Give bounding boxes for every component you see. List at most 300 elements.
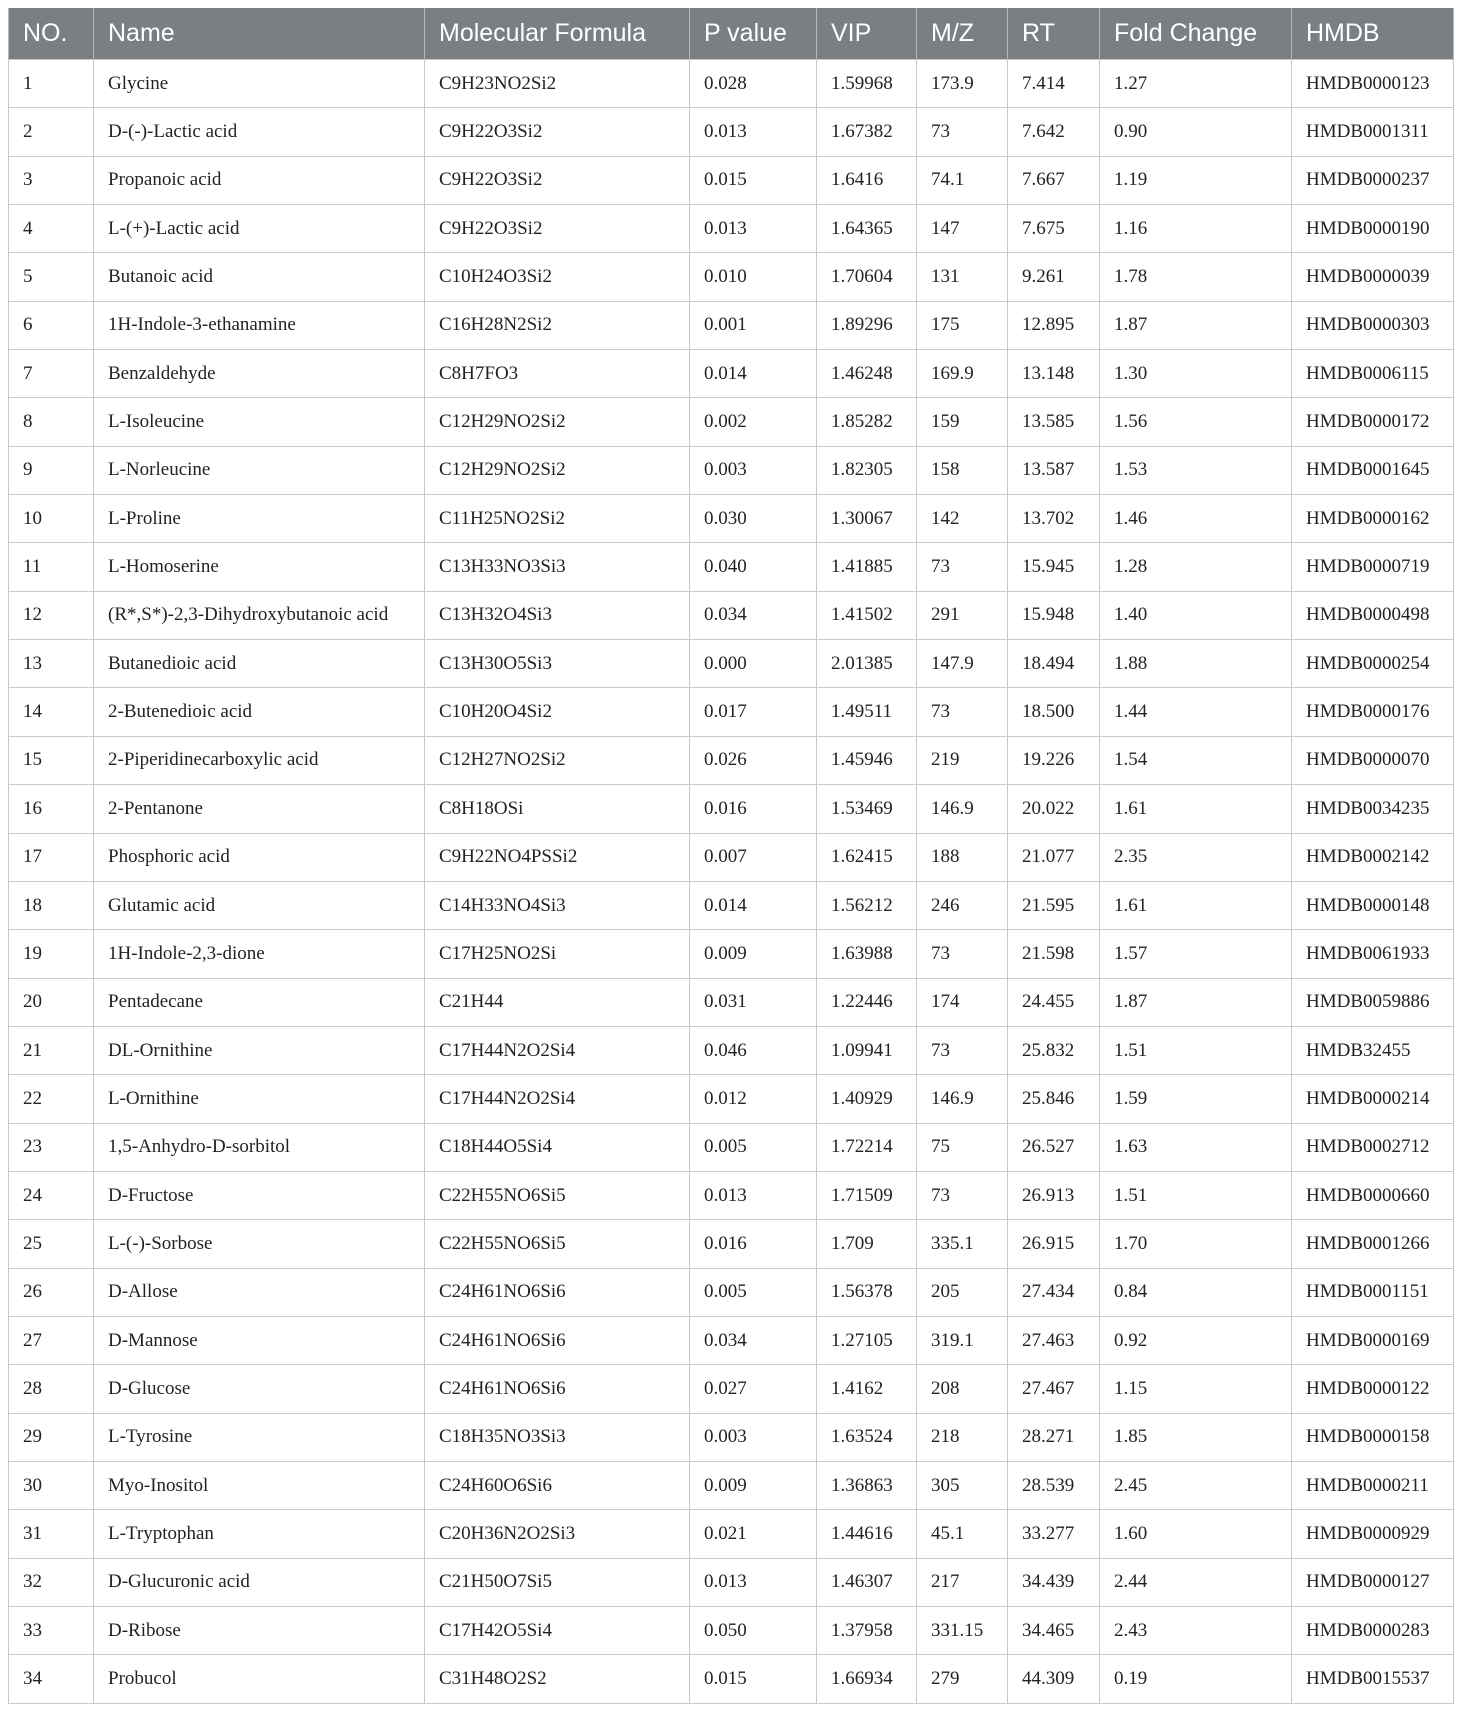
column-header-mz: M/Z	[917, 8, 1008, 60]
table-row	[9, 108, 1454, 156]
cell-name: D-Glucose	[94, 1365, 425, 1413]
cell-vip: 1.82305	[817, 446, 917, 494]
cell-name: Benzaldehyde	[94, 350, 425, 398]
cell-molecular-formula: C9H22O3Si2	[425, 205, 690, 253]
column-header-fold-change: Fold Change	[1100, 8, 1292, 60]
table-body	[9, 60, 1454, 1704]
cell-fold-change: 1.60	[1100, 1510, 1292, 1558]
cell-mz: 173.9	[917, 60, 1008, 108]
cell-mz: 205	[917, 1268, 1008, 1316]
cell-hmdb: HMDB0000211	[1292, 1461, 1454, 1509]
table-row	[9, 1510, 1454, 1558]
cell-fold-change: 0.92	[1100, 1316, 1292, 1364]
cell-name: L-Homoserine	[94, 543, 425, 591]
cell-mz: 331.15	[917, 1607, 1008, 1655]
cell-vip: 1.72214	[817, 1123, 917, 1171]
cell-molecular-formula: C21H50O7Si5	[425, 1558, 690, 1606]
cell-mz: 218	[917, 1413, 1008, 1461]
cell-no: 2	[9, 108, 94, 156]
table-row	[9, 591, 1454, 639]
cell-mz: 73	[917, 1026, 1008, 1074]
cell-p-value: 0.013	[690, 205, 817, 253]
cell-name: D-(-)-Lactic acid	[94, 108, 425, 156]
cell-rt: 7.414	[1008, 60, 1100, 108]
cell-mz: 147	[917, 205, 1008, 253]
cell-fold-change: 1.28	[1100, 543, 1292, 591]
cell-p-value: 0.014	[690, 350, 817, 398]
table-row	[9, 1461, 1454, 1509]
cell-molecular-formula: C9H22O3Si2	[425, 156, 690, 204]
cell-no: 7	[9, 350, 94, 398]
cell-hmdb: HMDB0015537	[1292, 1655, 1454, 1703]
cell-p-value: 0.014	[690, 881, 817, 929]
cell-fold-change: 0.84	[1100, 1268, 1292, 1316]
cell-rt: 19.226	[1008, 736, 1100, 784]
cell-rt: 18.500	[1008, 688, 1100, 736]
cell-fold-change: 2.43	[1100, 1607, 1292, 1655]
cell-p-value: 0.031	[690, 978, 817, 1026]
cell-fold-change: 1.53	[1100, 446, 1292, 494]
cell-rt: 21.598	[1008, 930, 1100, 978]
cell-fold-change: 1.59	[1100, 1075, 1292, 1123]
cell-p-value: 0.050	[690, 1607, 817, 1655]
cell-fold-change: 1.87	[1100, 978, 1292, 1026]
cell-fold-change: 1.88	[1100, 640, 1292, 688]
table-row	[9, 398, 1454, 446]
cell-hmdb: HMDB0000214	[1292, 1075, 1454, 1123]
cell-name: D-Glucuronic acid	[94, 1558, 425, 1606]
cell-name: L-(+)-Lactic acid	[94, 205, 425, 253]
cell-name: 1H-Indole-3-ethanamine	[94, 301, 425, 349]
cell-name: D-Ribose	[94, 1607, 425, 1655]
table-row	[9, 1123, 1454, 1171]
cell-rt: 44.309	[1008, 1655, 1100, 1703]
cell-hmdb: HMDB0061933	[1292, 930, 1454, 978]
cell-p-value: 0.034	[690, 591, 817, 639]
table-row	[9, 640, 1454, 688]
cell-no: 24	[9, 1171, 94, 1219]
cell-fold-change: 2.35	[1100, 833, 1292, 881]
table-row	[9, 833, 1454, 881]
cell-vip: 1.63988	[817, 930, 917, 978]
cell-hmdb: HMDB0000283	[1292, 1607, 1454, 1655]
cell-hmdb: HMDB0000929	[1292, 1510, 1454, 1558]
cell-mz: 174	[917, 978, 1008, 1026]
cell-hmdb: HMDB0001311	[1292, 108, 1454, 156]
cell-no: 16	[9, 785, 94, 833]
cell-rt: 27.463	[1008, 1316, 1100, 1364]
cell-fold-change: 1.44	[1100, 688, 1292, 736]
cell-rt: 7.642	[1008, 108, 1100, 156]
cell-rt: 21.077	[1008, 833, 1100, 881]
cell-molecular-formula: C12H27NO2Si2	[425, 736, 690, 784]
table-row	[9, 253, 1454, 301]
cell-name: Glycine	[94, 60, 425, 108]
cell-fold-change: 1.78	[1100, 253, 1292, 301]
cell-rt: 9.261	[1008, 253, 1100, 301]
cell-p-value: 0.016	[690, 785, 817, 833]
cell-molecular-formula: C13H30O5Si3	[425, 640, 690, 688]
cell-fold-change: 1.15	[1100, 1365, 1292, 1413]
cell-hmdb: HMDB0001151	[1292, 1268, 1454, 1316]
header-row	[9, 8, 1454, 60]
cell-name: Butanoic acid	[94, 253, 425, 301]
cell-fold-change: 1.54	[1100, 736, 1292, 784]
cell-name: (R*,S*)-2,3-Dihydroxybutanoic acid	[94, 591, 425, 639]
cell-rt: 13.148	[1008, 350, 1100, 398]
cell-p-value: 0.009	[690, 930, 817, 978]
cell-rt: 28.539	[1008, 1461, 1100, 1509]
cell-mz: 45.1	[917, 1510, 1008, 1558]
metabolite-table	[8, 8, 1454, 1704]
cell-vip: 1.64365	[817, 205, 917, 253]
cell-molecular-formula: C24H60O6Si6	[425, 1461, 690, 1509]
cell-name: 2-Butenedioic acid	[94, 688, 425, 736]
cell-mz: 146.9	[917, 785, 1008, 833]
cell-mz: 159	[917, 398, 1008, 446]
cell-name: D-Mannose	[94, 1316, 425, 1364]
cell-molecular-formula: C8H18OSi	[425, 785, 690, 833]
cell-fold-change: 1.61	[1100, 881, 1292, 929]
cell-name: Pentadecane	[94, 978, 425, 1026]
cell-vip: 1.59968	[817, 60, 917, 108]
cell-rt: 26.913	[1008, 1171, 1100, 1219]
cell-p-value: 0.034	[690, 1316, 817, 1364]
cell-no: 30	[9, 1461, 94, 1509]
cell-fold-change: 1.70	[1100, 1220, 1292, 1268]
cell-rt: 26.527	[1008, 1123, 1100, 1171]
table-row	[9, 688, 1454, 736]
cell-rt: 25.846	[1008, 1075, 1100, 1123]
cell-vip: 1.4162	[817, 1365, 917, 1413]
cell-rt: 24.455	[1008, 978, 1100, 1026]
cell-vip: 1.67382	[817, 108, 917, 156]
cell-name: D-Allose	[94, 1268, 425, 1316]
cell-no: 11	[9, 543, 94, 591]
cell-fold-change: 1.85	[1100, 1413, 1292, 1461]
cell-name: 1H-Indole-2,3-dione	[94, 930, 425, 978]
cell-p-value: 0.009	[690, 1461, 817, 1509]
cell-fold-change: 1.40	[1100, 591, 1292, 639]
cell-hmdb: HMDB0034235	[1292, 785, 1454, 833]
cell-hmdb: HMDB0000660	[1292, 1171, 1454, 1219]
cell-molecular-formula: C18H44O5Si4	[425, 1123, 690, 1171]
cell-rt: 12.895	[1008, 301, 1100, 349]
cell-molecular-formula: C13H32O4Si3	[425, 591, 690, 639]
cell-name: Butanedioic acid	[94, 640, 425, 688]
cell-rt: 34.465	[1008, 1607, 1100, 1655]
cell-vip: 1.85282	[817, 398, 917, 446]
cell-p-value: 0.003	[690, 446, 817, 494]
cell-no: 31	[9, 1510, 94, 1558]
table-row	[9, 350, 1454, 398]
cell-no: 5	[9, 253, 94, 301]
table-row	[9, 736, 1454, 784]
cell-fold-change: 1.63	[1100, 1123, 1292, 1171]
column-header-molecular-formula: Molecular Formula	[425, 8, 690, 60]
cell-molecular-formula: C22H55NO6Si5	[425, 1171, 690, 1219]
cell-no: 8	[9, 398, 94, 446]
cell-name: L-(-)-Sorbose	[94, 1220, 425, 1268]
table-row	[9, 1220, 1454, 1268]
table-row	[9, 446, 1454, 494]
cell-no: 29	[9, 1413, 94, 1461]
cell-vip: 1.40929	[817, 1075, 917, 1123]
cell-rt: 13.702	[1008, 495, 1100, 543]
cell-no: 32	[9, 1558, 94, 1606]
cell-hmdb: HMDB0000162	[1292, 495, 1454, 543]
cell-no: 34	[9, 1655, 94, 1703]
table-row	[9, 1365, 1454, 1413]
cell-p-value: 0.013	[690, 108, 817, 156]
cell-no: 18	[9, 881, 94, 929]
cell-fold-change: 1.27	[1100, 60, 1292, 108]
cell-p-value: 0.016	[690, 1220, 817, 1268]
cell-vip: 1.22446	[817, 978, 917, 1026]
cell-hmdb: HMDB0000254	[1292, 640, 1454, 688]
cell-molecular-formula: C9H22O3Si2	[425, 108, 690, 156]
column-header-p-value: P value	[690, 8, 817, 60]
table-row	[9, 60, 1454, 108]
cell-p-value: 0.026	[690, 736, 817, 784]
cell-rt: 25.832	[1008, 1026, 1100, 1074]
cell-name: L-Isoleucine	[94, 398, 425, 446]
cell-fold-change: 1.57	[1100, 930, 1292, 978]
cell-vip: 1.71509	[817, 1171, 917, 1219]
cell-p-value: 0.027	[690, 1365, 817, 1413]
column-header-hmdb: HMDB	[1292, 8, 1454, 60]
cell-no: 14	[9, 688, 94, 736]
cell-hmdb: HMDB0002712	[1292, 1123, 1454, 1171]
cell-molecular-formula: C24H61NO6Si6	[425, 1316, 690, 1364]
cell-p-value: 0.010	[690, 253, 817, 301]
cell-vip: 2.01385	[817, 640, 917, 688]
cell-rt: 33.277	[1008, 1510, 1100, 1558]
cell-mz: 335.1	[917, 1220, 1008, 1268]
cell-mz: 73	[917, 108, 1008, 156]
cell-mz: 147.9	[917, 640, 1008, 688]
cell-name: Probucol	[94, 1655, 425, 1703]
cell-hmdb: HMDB0000172	[1292, 398, 1454, 446]
table-row	[9, 1268, 1454, 1316]
table-row	[9, 495, 1454, 543]
cell-no: 23	[9, 1123, 94, 1171]
cell-hmdb: HMDB0000190	[1292, 205, 1454, 253]
cell-p-value: 0.012	[690, 1075, 817, 1123]
cell-mz: 219	[917, 736, 1008, 784]
table-row	[9, 1026, 1454, 1074]
cell-molecular-formula: C8H7FO3	[425, 350, 690, 398]
cell-molecular-formula: C20H36N2O2Si3	[425, 1510, 690, 1558]
cell-rt: 15.945	[1008, 543, 1100, 591]
cell-vip: 1.46248	[817, 350, 917, 398]
cell-fold-change: 1.16	[1100, 205, 1292, 253]
cell-fold-change: 1.30	[1100, 350, 1292, 398]
cell-molecular-formula: C18H35NO3Si3	[425, 1413, 690, 1461]
cell-mz: 75	[917, 1123, 1008, 1171]
cell-vip: 1.63524	[817, 1413, 917, 1461]
cell-no: 1	[9, 60, 94, 108]
cell-no: 3	[9, 156, 94, 204]
cell-no: 9	[9, 446, 94, 494]
cell-no: 10	[9, 495, 94, 543]
cell-name: 1,5-Anhydro-D-sorbitol	[94, 1123, 425, 1171]
cell-mz: 319.1	[917, 1316, 1008, 1364]
cell-vip: 1.27105	[817, 1316, 917, 1364]
table-row	[9, 543, 1454, 591]
cell-hmdb: HMDB0001645	[1292, 446, 1454, 494]
cell-rt: 27.434	[1008, 1268, 1100, 1316]
cell-no: 21	[9, 1026, 94, 1074]
table-row	[9, 1075, 1454, 1123]
cell-no: 17	[9, 833, 94, 881]
cell-hmdb: HMDB0000719	[1292, 543, 1454, 591]
table-row	[9, 930, 1454, 978]
cell-p-value: 0.046	[690, 1026, 817, 1074]
cell-hmdb: HMDB0000237	[1292, 156, 1454, 204]
cell-mz: 279	[917, 1655, 1008, 1703]
table-row	[9, 1413, 1454, 1461]
cell-vip: 1.41502	[817, 591, 917, 639]
cell-hmdb: HMDB0001266	[1292, 1220, 1454, 1268]
cell-molecular-formula: C14H33NO4Si3	[425, 881, 690, 929]
cell-vip: 1.709	[817, 1220, 917, 1268]
cell-p-value: 0.040	[690, 543, 817, 591]
cell-p-value: 0.002	[690, 398, 817, 446]
cell-no: 22	[9, 1075, 94, 1123]
cell-hmdb: HMDB0000127	[1292, 1558, 1454, 1606]
cell-name: DL-Ornithine	[94, 1026, 425, 1074]
cell-vip: 1.37958	[817, 1607, 917, 1655]
cell-molecular-formula: C24H61NO6Si6	[425, 1268, 690, 1316]
cell-no: 20	[9, 978, 94, 1026]
cell-no: 6	[9, 301, 94, 349]
cell-molecular-formula: C10H24O3Si2	[425, 253, 690, 301]
cell-no: 15	[9, 736, 94, 784]
table-row	[9, 1171, 1454, 1219]
cell-fold-change: 1.51	[1100, 1026, 1292, 1074]
cell-hmdb: HMDB0000122	[1292, 1365, 1454, 1413]
cell-mz: 291	[917, 591, 1008, 639]
cell-rt: 15.948	[1008, 591, 1100, 639]
cell-rt: 7.675	[1008, 205, 1100, 253]
cell-name: D-Fructose	[94, 1171, 425, 1219]
cell-rt: 13.585	[1008, 398, 1100, 446]
cell-hmdb: HMDB0000123	[1292, 60, 1454, 108]
cell-rt: 18.494	[1008, 640, 1100, 688]
cell-molecular-formula: C17H44N2O2Si4	[425, 1026, 690, 1074]
cell-molecular-formula: C9H23NO2Si2	[425, 60, 690, 108]
cell-no: 19	[9, 930, 94, 978]
table-row	[9, 785, 1454, 833]
cell-p-value: 0.015	[690, 156, 817, 204]
cell-fold-change: 1.56	[1100, 398, 1292, 446]
cell-hmdb: HMDB0000303	[1292, 301, 1454, 349]
cell-hmdb: HMDB0000176	[1292, 688, 1454, 736]
cell-vip: 1.44616	[817, 1510, 917, 1558]
cell-mz: 175	[917, 301, 1008, 349]
cell-p-value: 0.005	[690, 1268, 817, 1316]
table-row	[9, 301, 1454, 349]
cell-hmdb: HMDB0002142	[1292, 833, 1454, 881]
cell-mz: 142	[917, 495, 1008, 543]
cell-rt: 27.467	[1008, 1365, 1100, 1413]
cell-mz: 131	[917, 253, 1008, 301]
cell-hmdb: HMDB0000158	[1292, 1413, 1454, 1461]
cell-name: 2-Pentanone	[94, 785, 425, 833]
cell-fold-change: 1.87	[1100, 301, 1292, 349]
table-row	[9, 1655, 1454, 1703]
cell-molecular-formula: C17H42O5Si4	[425, 1607, 690, 1655]
cell-p-value: 0.030	[690, 495, 817, 543]
cell-mz: 246	[917, 881, 1008, 929]
cell-rt: 21.595	[1008, 881, 1100, 929]
cell-rt: 13.587	[1008, 446, 1100, 494]
cell-no: 4	[9, 205, 94, 253]
cell-no: 12	[9, 591, 94, 639]
cell-molecular-formula: C17H25NO2Si	[425, 930, 690, 978]
cell-name: L-Norleucine	[94, 446, 425, 494]
cell-rt: 28.271	[1008, 1413, 1100, 1461]
cell-vip: 1.66934	[817, 1655, 917, 1703]
column-header-rt: RT	[1008, 8, 1100, 60]
cell-name: Glutamic acid	[94, 881, 425, 929]
cell-hmdb: HMDB0000169	[1292, 1316, 1454, 1364]
table-row	[9, 205, 1454, 253]
table-row	[9, 881, 1454, 929]
cell-fold-change: 1.51	[1100, 1171, 1292, 1219]
cell-vip: 1.70604	[817, 253, 917, 301]
cell-p-value: 0.028	[690, 60, 817, 108]
cell-hmdb: HMDB0059886	[1292, 978, 1454, 1026]
cell-fold-change: 1.46	[1100, 495, 1292, 543]
cell-p-value: 0.013	[690, 1558, 817, 1606]
cell-name: L-Tryptophan	[94, 1510, 425, 1558]
cell-fold-change: 1.61	[1100, 785, 1292, 833]
cell-fold-change: 2.44	[1100, 1558, 1292, 1606]
cell-molecular-formula: C11H25NO2Si2	[425, 495, 690, 543]
cell-name: L-Tyrosine	[94, 1413, 425, 1461]
cell-no: 26	[9, 1268, 94, 1316]
cell-mz: 188	[917, 833, 1008, 881]
cell-rt: 7.667	[1008, 156, 1100, 204]
table-row	[9, 1558, 1454, 1606]
cell-name: Phosphoric acid	[94, 833, 425, 881]
cell-mz: 217	[917, 1558, 1008, 1606]
cell-p-value: 0.013	[690, 1171, 817, 1219]
cell-no: 33	[9, 1607, 94, 1655]
cell-hmdb: HMDB0000148	[1292, 881, 1454, 929]
cell-p-value: 0.000	[690, 640, 817, 688]
cell-molecular-formula: C31H48O2S2	[425, 1655, 690, 1703]
cell-vip: 1.53469	[817, 785, 917, 833]
cell-mz: 73	[917, 543, 1008, 591]
cell-p-value: 0.003	[690, 1413, 817, 1461]
cell-mz: 74.1	[917, 156, 1008, 204]
cell-molecular-formula: C10H20O4Si2	[425, 688, 690, 736]
cell-molecular-formula: C9H22NO4PSSi2	[425, 833, 690, 881]
cell-molecular-formula: C12H29NO2Si2	[425, 446, 690, 494]
cell-p-value: 0.021	[690, 1510, 817, 1558]
cell-hmdb: HMDB0000039	[1292, 253, 1454, 301]
column-header-no: NO.	[9, 8, 94, 60]
cell-mz: 158	[917, 446, 1008, 494]
cell-hmdb: HMDB32455	[1292, 1026, 1454, 1074]
table-row	[9, 1316, 1454, 1364]
cell-no: 13	[9, 640, 94, 688]
cell-hmdb: HMDB0000498	[1292, 591, 1454, 639]
cell-no: 27	[9, 1316, 94, 1364]
